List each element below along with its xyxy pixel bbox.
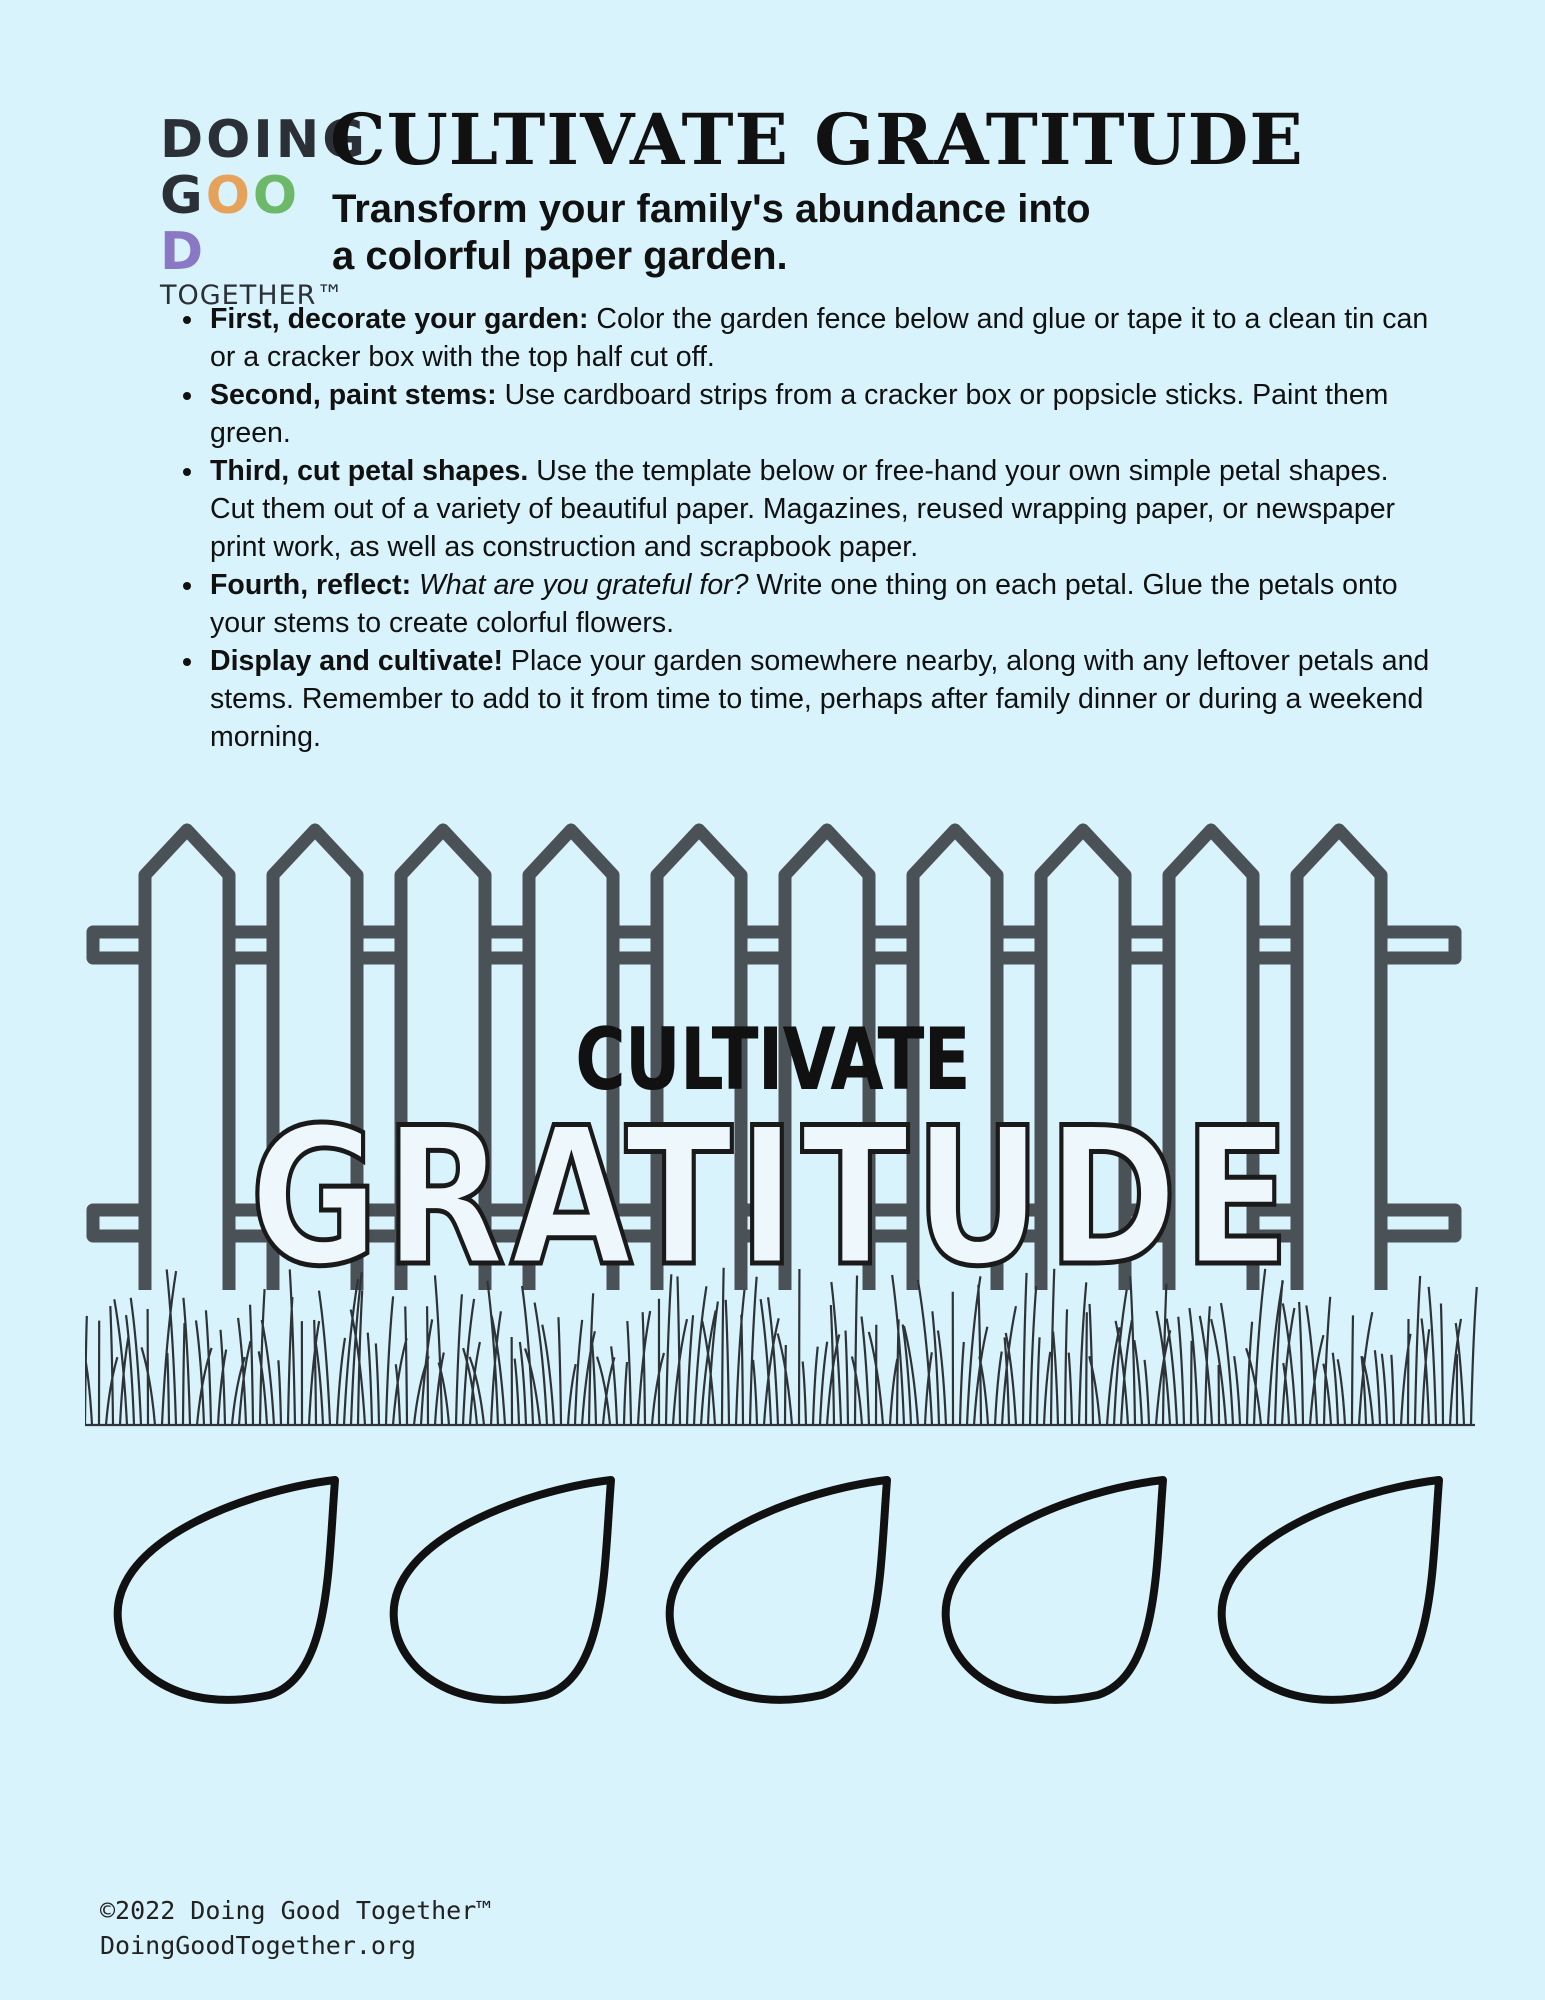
petal-template — [394, 1480, 611, 1700]
petal-template — [946, 1480, 1163, 1700]
instruction-text: Color the garden fence below and glue or tape it to a clean tin can or a cracker box with the top half cut off. — [210, 303, 1429, 373]
instruction-item — [206, 642, 1436, 756]
instruction-item — [206, 300, 1436, 376]
instruction-text: Write one thing on each petal. Glue the petals onto your stems to create colorful flowers. — [210, 569, 1398, 639]
logo-line-together: TOGETHER™ — [160, 280, 345, 311]
grass-blades — [85, 1268, 1477, 1425]
instruction-item — [206, 566, 1436, 642]
instruction-lead: Third, cut petal shapes. — [210, 455, 529, 487]
subtitle-line-2: a colorful paper garden. — [332, 234, 788, 278]
logo-letter: D — [160, 222, 207, 282]
logo-letter: O — [252, 166, 301, 226]
footer — [100, 1893, 491, 1963]
logo-line-good — [160, 168, 310, 280]
instruction-text: Use cardboard strips from a cracker box or popsicle sticks. Paint them green. — [210, 379, 1389, 449]
instruction-lead: Fourth, reflect: — [210, 569, 412, 601]
instruction-lead: Second, paint stems: — [210, 379, 497, 411]
page-title: CULTIVATE GRATITUDE — [330, 98, 1304, 181]
art-word-gratitude: GRATITUDE — [249, 1087, 1296, 1308]
art-word-cultivate: CULTIVATE — [575, 1010, 970, 1110]
instruction-item — [206, 452, 1436, 566]
website-url: DoingGoodTogether.org — [100, 1931, 417, 1960]
instruction-text: Use the template below or free-hand your own simple petal shapes. Cut them out of a variety of beautiful paper. Magazines, reused wrapping paper, or newspaper print work, as well as construction and scrapbook paper. — [210, 455, 1396, 563]
instruction-list — [178, 300, 1436, 756]
petal-template — [1222, 1480, 1439, 1700]
instruction-lead: First, decorate your garden: — [210, 303, 589, 335]
page-subtitle — [332, 186, 1232, 280]
instruction-item — [206, 376, 1436, 452]
subtitle-line-1: Transform your family's abundance into — [332, 187, 1091, 231]
instruction-question: What are you grateful for? — [411, 569, 749, 601]
instruction-text: Place your garden somewhere nearby, along with any leftover petals and stems. Remember to add to it from time to time, perhaps after family dinner or during a weekend morning. — [210, 645, 1430, 753]
instruction-lead: Display and cultivate! — [210, 645, 504, 677]
grass-illustration — [85, 1255, 1485, 1430]
logo-letter: G — [160, 166, 206, 226]
petal-templates — [100, 1470, 1460, 1720]
logo — [160, 110, 368, 312]
copyright-text: ©2022 Doing Good Together™ — [100, 1896, 492, 1925]
logo-letter: O — [205, 166, 253, 226]
petal-template — [670, 1480, 887, 1700]
petal-template — [118, 1480, 335, 1700]
logo-line-doing: DOING — [160, 110, 368, 170]
